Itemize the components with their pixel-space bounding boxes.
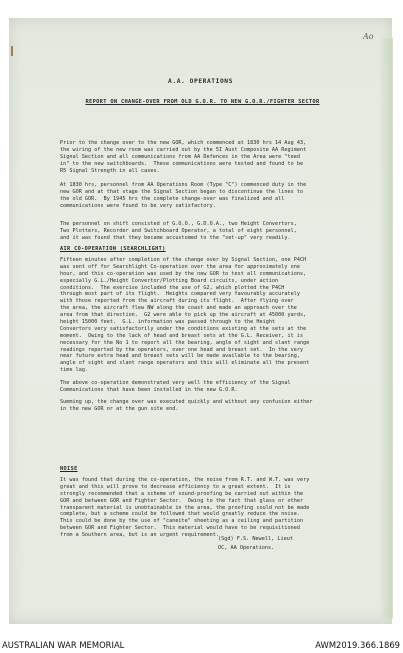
document-header: A.A. OPERATIONS	[168, 78, 233, 85]
text-line: Convertors very satisfactorily under the conditions existing at the sets at the	[60, 325, 307, 332]
text-line: It was found that during the co-operation, the noise from R.T. and W.T. was very	[60, 477, 310, 483]
text-line: through most part of its flight. Heights compared very favourably accurately	[60, 291, 300, 298]
footer-accession-number: AWM2019.366.1869	[315, 640, 400, 650]
section-paragraph	[60, 399, 390, 413]
text-line: R5 Signal Strength in all cases.	[60, 167, 160, 174]
text-line: hour, and this co-operation was used by the new GOR to test all communications,	[60, 270, 307, 277]
text-line: readings reported by the operators, over one head and breast set. In the very	[60, 346, 304, 353]
text-line: angle of sight and slant range operators and this will eliminate all the present	[60, 360, 310, 367]
text-line: with those reported from the aircraft during its flight. After flying over	[60, 298, 294, 305]
footer-institution: AUSTRALIAN WAR MEMORIAL	[2, 640, 125, 650]
text-line: GOR and between GOR and Fighter Sector. Owing to the fact that glass or other	[60, 497, 304, 504]
text-line: strongly recommended that a scheme of sound-proofing be carried out within the	[60, 490, 304, 497]
text-line: height 15000 feet. G.L. information was passed through to the Height	[60, 319, 276, 326]
text-line: in" to the new switchboards. These communications were tested and found to be	[60, 160, 304, 167]
text-line: and it was found that they became accustomed to the "set-up" very readily.	[60, 234, 291, 241]
signature-role: OC, AA Operations.	[218, 545, 275, 551]
corner-mark: Ao	[363, 32, 374, 41]
text-line: Fifteen minutes after completion of the change over by Signal Section, one P4CH	[60, 257, 307, 263]
text-line: The above co-operation demonstrated very well the efficiency of the Signal	[60, 380, 291, 386]
intro-paragraph	[60, 140, 390, 174]
text-line: Prior to the change over to the new GOR, which commenced at 1830 hrs 14 Aug 43,	[60, 140, 307, 146]
text-line: the area, the aircraft flew NW along the coast and made an approach over the	[60, 305, 297, 312]
text-line: conditions. The exercise included the use of G2, which plotted the P4CH	[60, 284, 285, 291]
text-line: near future extra head and breast sets will be made available to the bearing,	[60, 353, 300, 360]
text-line: the wiring of the new room was carried out by the 5I Aust Composite AA Regiment	[60, 146, 307, 153]
staple-mark	[11, 46, 13, 56]
section-heading: NOISE	[60, 466, 78, 472]
text-line: moment. Owing to the lack of head and breast sets at the G.L. Receiver, it is	[60, 332, 304, 339]
text-line: Two Plotters, Recorder and Switchboard Operator, a total of eight personnel,	[60, 227, 297, 234]
footer-bar	[0, 628, 403, 653]
text-line: The personnel on shift consisted of G.O.O., G.D.O.A., two Height Convertors,	[60, 221, 297, 227]
section-heading: AIR CO-OPERATION (SEARCHLIGHT)	[60, 246, 166, 252]
text-line: especially G.L./Height Convertor/Plotting Board circuits, under action	[60, 277, 279, 284]
text-line: necessary for the No 1 to report all the bearing, angle of sight and slant range	[60, 339, 310, 346]
text-line: At 1830 hrs, personnel from AA Operations Room (Type "C") commenced duty in the	[60, 182, 307, 188]
text-line: communications were found to be very satisfactory.	[60, 202, 216, 209]
text-line: between GOR and Fighter Sector. This material would have to be requisitioned	[60, 525, 300, 532]
text-line: time lag.	[60, 367, 89, 374]
section-paragraph	[60, 477, 390, 539]
intro-paragraph	[60, 182, 390, 210]
text-line: new GOR and at that stage the Signal Section began to discontinue the lines to	[60, 188, 304, 195]
section-paragraph	[60, 380, 390, 394]
text-line: the old GOR. By 1945 hrs the complete change-over was finalized and all	[60, 195, 285, 202]
intro-paragraph	[60, 221, 390, 242]
text-line: transparent material is unobtainable in the area, the proofing could not be made	[60, 504, 310, 511]
signature-name: (Sgd) F.S. Newell, Lieut	[218, 536, 293, 542]
text-line: Communications that have been installed in the new G.O.R.	[60, 386, 238, 393]
text-line: area from that direction. G2 were able to pick up the aircraft at 45000 yards,	[60, 312, 307, 319]
text-line: complete, but a scheme could be followed that would greatly reduce the noise.	[60, 511, 300, 518]
text-line: great and this will prove to decrease efficiency to a great extent. It is	[60, 483, 291, 490]
document-title: REPORT ON CHANGE-OVER FROM OLD G.O.R. TO NEW G.O.R./FIGHTER SECTOR	[85, 99, 320, 105]
text-line: from a Southern area, but is an urgent requirement.	[60, 532, 219, 539]
text-line: Signal Section and all communications from AA Defences in the Area were "teed	[60, 153, 300, 160]
text-line: Summing up, the change over was executed quickly and without any confusion either	[60, 399, 313, 405]
section-paragraph	[60, 257, 390, 374]
text-line: in the new GOR or at the gun site end.	[60, 405, 179, 412]
document-page	[9, 18, 392, 624]
text-line: This could be done by the use of "caneite" sheeting as a ceiling and partition	[60, 518, 304, 525]
text-line: was sent off for Searchlight Co-operation over the area for approximately one	[60, 263, 300, 270]
